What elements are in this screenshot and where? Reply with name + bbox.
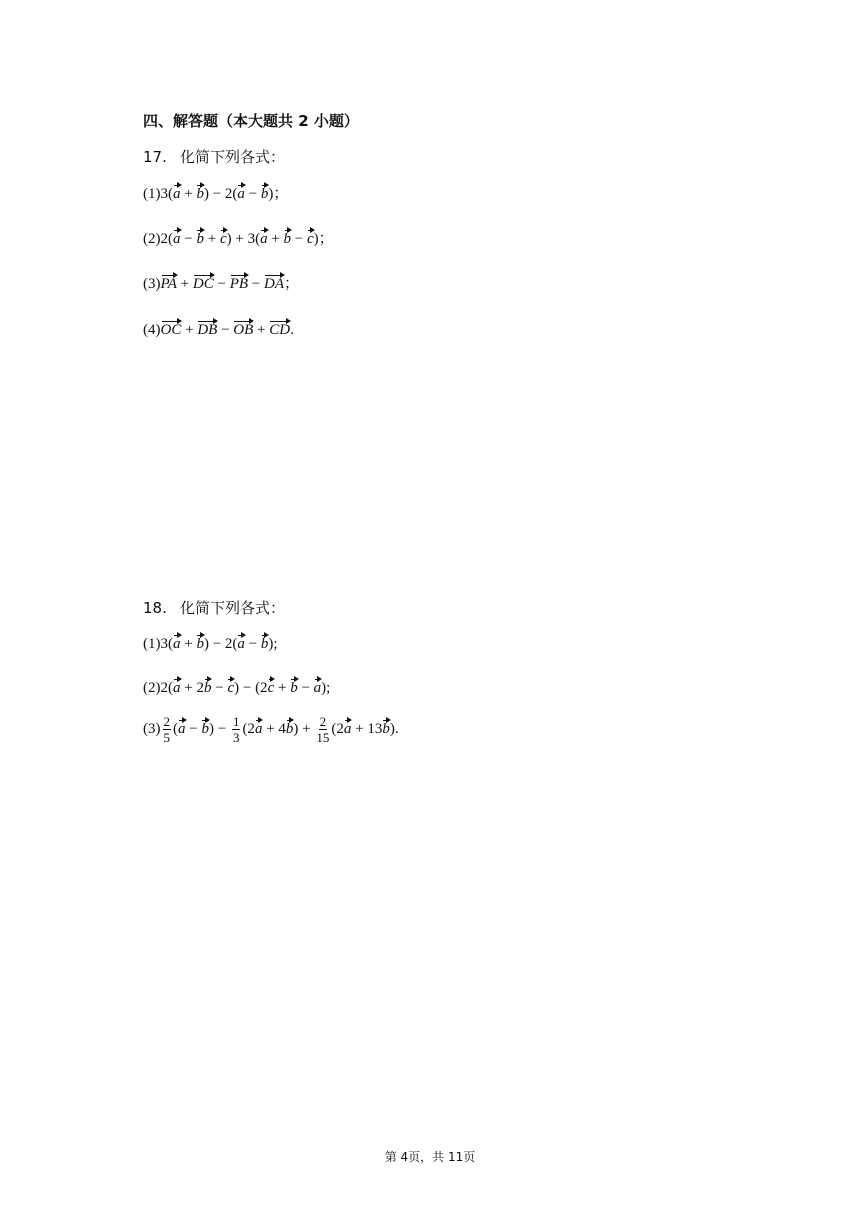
- vector-a: a: [173, 180, 181, 203]
- vector-symbol: c: [307, 225, 314, 248]
- q17-item-4: (4)OC + DB − OB + CD.: [143, 316, 294, 339]
- q17-item-1: (1)3(a + b) − 2(a − b)；: [143, 180, 288, 203]
- question-prompt: 化简下列各式：: [180, 148, 286, 166]
- vector-symbol: CD: [269, 316, 290, 339]
- vector-symbol: DC: [193, 270, 214, 293]
- vector-symbol: a: [173, 630, 181, 653]
- vector-symbol: b: [290, 674, 298, 697]
- question-prompt: 化简下列各式：: [180, 599, 286, 617]
- section-heading: 四、解答题（本大题共 2 小题）: [143, 112, 359, 130]
- vector-a: a: [237, 180, 245, 203]
- vector-b: b: [261, 180, 269, 203]
- q18-item-1: (1)3(a + b) − 2(a − b);: [143, 630, 278, 653]
- vector-symbol: DB: [197, 316, 217, 339]
- vector-symbol: c: [220, 225, 227, 248]
- vector-symbol: OC: [161, 316, 182, 339]
- vector-symbol: b: [382, 715, 390, 738]
- q17-item-3: (3)PA + DC − PB − DA；: [143, 270, 299, 293]
- vector-symbol: a: [173, 674, 181, 697]
- vector-symbol: a: [260, 225, 268, 248]
- question-17-title: [143, 146, 285, 167]
- vector-symbol: OB: [233, 316, 253, 339]
- vector-b: b: [196, 180, 204, 203]
- vector-symbol: PB: [230, 270, 248, 293]
- vector-symbol: a: [344, 715, 352, 738]
- vector-symbol: b: [284, 225, 292, 248]
- vector-symbol: DA: [264, 270, 284, 293]
- vector-symbol: c: [227, 674, 234, 697]
- question-18-title: [143, 597, 285, 618]
- vector-symbol: a: [173, 225, 181, 248]
- q18-item-3: (3) $\frac{2}{5}$ (a − b) − $\frac{1}{3}$ (2a + 4b) + $\frac{2}{15}$ (2a + 13b).: [143, 714, 399, 745]
- vector-symbol: b: [196, 630, 204, 653]
- question-number: 18.: [143, 599, 167, 617]
- vector-symbol: b: [286, 715, 294, 738]
- q18-item-2: (2)2(a + 2b − c) − (2c + b − a);: [143, 674, 330, 697]
- vector-symbol: b: [204, 674, 212, 697]
- vector-symbol: a: [178, 715, 186, 738]
- vector-symbol: b: [261, 630, 269, 653]
- vector-symbol: b: [196, 225, 204, 248]
- fraction: $\frac{2}{5}$: [163, 714, 170, 745]
- question-number: 17.: [143, 148, 167, 166]
- vector-symbol: b: [201, 715, 209, 738]
- vector-symbol: a: [314, 674, 322, 697]
- fraction: $\frac{2}{15}$: [316, 714, 330, 745]
- vector-symbol: c: [268, 674, 275, 697]
- vector-symbol: a: [255, 715, 263, 738]
- vector-symbol: a: [237, 630, 245, 653]
- page-footer: 第 4页，共 11页: [384, 1150, 476, 1164]
- q17-item-2: (2)2(a − b + c) + 3(a + b − c)；: [143, 225, 334, 248]
- vector-symbol: PA: [161, 270, 177, 293]
- fraction: $\frac{1}{3}$: [232, 714, 240, 745]
